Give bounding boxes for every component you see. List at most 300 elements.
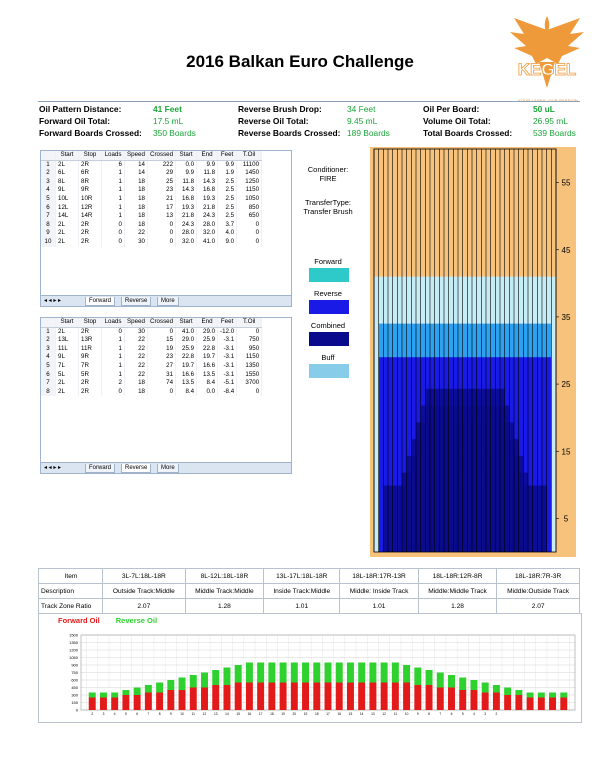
tab-more[interactable]: More — [157, 297, 179, 306]
table-cell: 41.0 — [197, 238, 218, 247]
bar-reverse-oil — [111, 693, 118, 698]
track-zone-header: 3L-7L:18L-18R — [103, 569, 186, 584]
tab-forward[interactable]: Forward — [85, 464, 115, 473]
table-cell: 18 — [125, 388, 148, 397]
table-cell: 0 — [237, 388, 262, 397]
table-cell: 19.7 — [197, 353, 218, 362]
table-row[interactable] — [41, 388, 262, 397]
table-cell: 5 — [41, 362, 56, 371]
y-tick-label: 450 — [71, 685, 78, 690]
table-cell: 2.5 — [218, 212, 237, 221]
y-tick-label: 150 — [71, 700, 78, 705]
y-tick-label: 1500 — [69, 632, 78, 638]
x-tick-label: 9 — [416, 712, 419, 716]
feet-marker: 35 — [561, 312, 571, 322]
x-tick-label: 9 — [169, 712, 172, 716]
summary-value: 50 uL — [533, 104, 555, 114]
x-tick-label: 19 — [281, 712, 285, 716]
table-cell: 2L — [56, 160, 79, 169]
bar-reverse-oil — [369, 663, 376, 683]
column-header[interactable]: T.Oil — [237, 318, 262, 327]
table-cell: 9 — [41, 229, 56, 238]
table-cell: 9.9 — [218, 160, 237, 169]
table-cell: 0 — [237, 238, 262, 247]
column-header[interactable]: Stop — [79, 151, 102, 160]
legend-buff-swatch — [309, 364, 349, 378]
table-cell: 28.0 — [197, 221, 218, 230]
lane-ruler — [556, 149, 576, 552]
bar-reverse-oil — [403, 665, 410, 683]
x-tick-label: 11 — [191, 712, 195, 716]
table-cell: 24.3 — [176, 221, 197, 230]
bar-reverse-oil — [179, 678, 186, 691]
table-cell: 18 — [125, 204, 148, 213]
table-cell: -8.4 — [218, 388, 237, 397]
table-cell: -3.1 — [218, 345, 237, 354]
table-cell: 25.9 — [197, 336, 218, 345]
column-header[interactable]: Crossed — [148, 318, 176, 327]
bar-forward-oil — [223, 685, 230, 710]
table-cell: 1 — [102, 336, 125, 345]
table-cell: 24.3 — [197, 212, 218, 221]
table-row[interactable] — [41, 371, 262, 380]
summary-label: Total Boards Crossed: — [423, 128, 513, 138]
legend-reverse-swatch — [309, 300, 349, 314]
bar-reverse-oil — [493, 685, 500, 693]
bar-forward-oil — [459, 690, 466, 710]
bar-forward-oil — [347, 683, 354, 711]
track-zone-cell: 1.01 — [264, 599, 340, 614]
table-cell: 1 — [102, 362, 125, 371]
summary-label: Reverse Boards Crossed: — [238, 128, 341, 138]
legend-reverse-oil: Reverse Oil — [115, 616, 158, 625]
table-cell: 23 — [148, 186, 176, 195]
table-cell: 1 — [102, 371, 125, 380]
bar-forward-oil — [134, 695, 141, 710]
table-cell: -3.1 — [218, 353, 237, 362]
bar-forward-oil — [549, 698, 556, 711]
legend-combined-swatch — [309, 332, 349, 346]
bar-reverse-oil — [482, 683, 489, 693]
summary-label: Forward Oil Total: — [39, 116, 111, 126]
feet-marker: 55 — [561, 178, 571, 188]
table-cell: 0 — [237, 229, 262, 238]
x-tick-label: 3 — [102, 712, 105, 716]
table-cell: 9L — [56, 186, 79, 195]
column-header[interactable]: Speed — [125, 318, 148, 327]
tab-more[interactable]: More — [157, 464, 179, 473]
bar-reverse-oil — [257, 663, 264, 683]
summary-value: 539 Boards — [533, 128, 576, 138]
x-tick-label: 11 — [393, 712, 398, 716]
x-tick-label: 13 — [213, 712, 218, 716]
forward-loads-grid[interactable] — [40, 150, 292, 307]
column-header[interactable]: End — [197, 151, 218, 160]
x-tick-label: 2 — [91, 712, 94, 716]
column-header[interactable]: Start — [176, 151, 197, 160]
bar-reverse-oil — [291, 663, 298, 683]
bar-forward-oil — [145, 693, 152, 711]
table-cell: 11100 — [237, 160, 262, 169]
bar-forward-oil — [156, 693, 163, 711]
table-cell: 18 — [125, 178, 148, 187]
x-tick-label: 6 — [136, 712, 139, 716]
table-row[interactable] — [41, 229, 262, 238]
table-row[interactable] — [41, 362, 262, 371]
table-row[interactable] — [41, 178, 262, 187]
table-cell: 19.7 — [176, 362, 197, 371]
column-header[interactable]: Feet — [218, 318, 237, 327]
table-cell: 12R — [79, 204, 102, 213]
table-cell: 11L — [56, 345, 79, 354]
table-cell: 0 — [102, 388, 125, 397]
table-cell: 16.6 — [197, 362, 218, 371]
table-cell: 22 — [125, 336, 148, 345]
table-row[interactable] — [41, 345, 262, 354]
bar-reverse-oil — [156, 683, 163, 693]
table-row[interactable] — [41, 221, 262, 230]
track-zone-header: 8L-12L:18L-18R — [185, 569, 263, 584]
track-zone-header: 18L-18R:12R-8R — [418, 569, 496, 584]
table-cell: 30 — [125, 327, 148, 336]
table-cell: 3 — [41, 345, 56, 354]
bar-reverse-oil — [246, 663, 253, 683]
table-cell: 8.4 — [176, 388, 197, 397]
table-cell: 1 — [102, 353, 125, 362]
bar-reverse-oil — [302, 663, 309, 683]
table-cell: 41.0 — [176, 327, 197, 336]
forward-grid-tabbar — [41, 295, 291, 306]
table-cell: 21 — [148, 195, 176, 204]
tab-nav-arrows[interactable]: ◂ ◂ ▸ ▸ — [44, 465, 62, 471]
table-cell: 1150 — [237, 186, 262, 195]
transfer-value: Transfer Brush — [303, 207, 353, 216]
column-header[interactable]: Crossed — [148, 151, 176, 160]
bar-forward-oil — [89, 698, 96, 711]
forward-loads-table — [41, 151, 262, 247]
tab-forward[interactable]: Forward — [85, 297, 115, 306]
table-cell: 1 — [102, 186, 125, 195]
bar-forward-oil — [358, 683, 365, 711]
bar-forward-oil — [437, 688, 444, 711]
table-cell: 22 — [125, 353, 148, 362]
table-cell: 9.9 — [176, 169, 197, 178]
reverse-loads-grid[interactable] — [40, 317, 292, 474]
conditioner-label: Conditioner: — [307, 165, 349, 174]
table-cell: 18 — [125, 195, 148, 204]
table-row[interactable] — [41, 379, 262, 388]
table-cell: 6L — [56, 169, 79, 178]
table-cell: 29.0 — [176, 336, 197, 345]
table-cell: 1 — [102, 169, 125, 178]
bar-reverse-oil — [100, 693, 107, 698]
pattern-summary — [0, 0, 600, 150]
table-cell: 9R — [79, 353, 102, 362]
table-cell: 18 — [125, 186, 148, 195]
tab-nav-arrows[interactable]: ◂ ◂ ▸ ▸ — [44, 298, 62, 304]
bar-reverse-oil — [504, 688, 511, 696]
table-cell: -3.1 — [218, 362, 237, 371]
tab-reverse[interactable]: Reverse — [121, 464, 151, 473]
table-cell: 11R — [79, 345, 102, 354]
legend-forward-swatch — [309, 268, 349, 282]
table-cell: 0 — [148, 229, 176, 238]
table-cell: 4 — [41, 353, 56, 362]
bar-forward-oil — [302, 683, 309, 711]
x-tick-label: 14 — [225, 712, 229, 716]
summary-label: Volume Oil Total: — [423, 116, 491, 126]
table-cell: 2R — [79, 229, 102, 238]
x-tick-label: 12 — [202, 712, 207, 716]
y-tick-label: 1200 — [69, 647, 78, 653]
bar-reverse-oil — [336, 663, 343, 683]
track-zone-header: 18L-18R:7R-3R — [497, 569, 580, 584]
column-header[interactable]: Start — [56, 318, 79, 327]
feet-marker: 5 — [563, 514, 569, 524]
bar-forward-oil — [448, 688, 455, 711]
table-cell: 6 — [41, 371, 56, 380]
table-cell: 16.8 — [197, 186, 218, 195]
x-tick-label: 12 — [382, 712, 386, 716]
column-header[interactable]: Start — [176, 318, 197, 327]
x-tick-label: 17 — [258, 712, 263, 716]
table-cell: 9.9 — [197, 160, 218, 169]
table-cell: 32.0 — [176, 238, 197, 247]
lane-fills — [370, 147, 576, 557]
table-cell: 74 — [148, 379, 176, 388]
column-header[interactable]: T.Oil — [237, 151, 262, 160]
column-header[interactable]: Stop — [79, 318, 102, 327]
table-cell: 17 — [148, 204, 176, 213]
column-header[interactable]: Feet — [218, 151, 237, 160]
bar-reverse-oil — [448, 675, 455, 688]
bar-forward-oil — [100, 698, 107, 711]
bar-forward-oil — [179, 690, 186, 710]
table-cell: 1150 — [237, 353, 262, 362]
table-cell: 750 — [237, 336, 262, 345]
table-cell: 19.3 — [197, 195, 218, 204]
table-cell: -3.1 — [218, 336, 237, 345]
table-cell: 2R — [79, 388, 102, 397]
bar-reverse-oil — [381, 663, 388, 683]
y-tick-label: 300 — [71, 692, 78, 698]
track-zone-cell: Middle:Middle Track — [418, 584, 496, 599]
table-cell: 0 — [102, 327, 125, 336]
table-cell: 9R — [79, 186, 102, 195]
track-zone-cell: 2.07 — [497, 599, 580, 614]
x-tick-label: 16 — [337, 712, 342, 716]
bar-forward-oil — [122, 695, 129, 710]
table-cell: 25.9 — [176, 345, 197, 354]
table-cell: 22.8 — [176, 353, 197, 362]
table-cell: 5R — [79, 371, 102, 380]
bar-forward-oil — [470, 690, 477, 710]
bar-reverse-oil — [145, 685, 152, 693]
table-cell: 14.3 — [197, 178, 218, 187]
summary-value: 17.5 mL — [153, 116, 184, 126]
table-cell: 1 — [41, 160, 56, 169]
table-cell: 22.8 — [197, 345, 218, 354]
table-cell: 14R — [79, 212, 102, 221]
table-cell: 12L — [56, 204, 79, 213]
page-title: 2016 Balkan Euro Challenge — [186, 52, 414, 71]
table-cell: 29 — [148, 169, 176, 178]
table-cell: 1 — [102, 204, 125, 213]
table-cell: 0.0 — [176, 160, 197, 169]
table-row[interactable] — [41, 160, 262, 169]
bar-reverse-oil — [560, 693, 567, 698]
table-cell: 28.0 — [176, 229, 197, 238]
track-zone-cell: Outside Track:Middle — [103, 584, 186, 599]
table-cell: 8 — [41, 388, 56, 397]
table-cell: 2L — [56, 238, 79, 247]
track-zone-cell: Middle Track:Middle — [185, 584, 263, 599]
table-cell: 3.7 — [218, 221, 237, 230]
bar-reverse-oil — [527, 693, 534, 698]
bar-reverse-oil — [459, 678, 466, 691]
tab-reverse[interactable]: Reverse — [121, 297, 151, 306]
table-row[interactable] — [41, 195, 262, 204]
table-cell: 0 — [102, 221, 125, 230]
table-cell: 0 — [148, 388, 176, 397]
table-cell: 850 — [237, 204, 262, 213]
summary-label: Reverse Brush Drop: — [238, 104, 322, 114]
table-cell: -3.1 — [218, 371, 237, 380]
bar-forward-oil — [257, 683, 264, 711]
bar-reverse-oil — [538, 693, 545, 698]
x-tick-label: 16 — [247, 712, 252, 716]
table-row[interactable] — [41, 204, 262, 213]
table-cell: 2.5 — [218, 204, 237, 213]
summary-label: Oil Per Board: — [423, 104, 480, 114]
column-header[interactable]: Loads — [102, 318, 125, 327]
bar-forward-oil — [280, 683, 287, 711]
x-tick-label: 17 — [326, 712, 330, 716]
feet-marker: 25 — [561, 380, 571, 390]
table-cell: 19.3 — [176, 204, 197, 213]
table-row[interactable] — [41, 336, 262, 345]
transfer-label: TransferType: — [305, 198, 351, 207]
table-cell: 2L — [56, 229, 79, 238]
track-zone-cell: 1.01 — [340, 599, 418, 614]
x-tick-label: 15 — [236, 712, 240, 716]
column-header[interactable]: End — [197, 318, 218, 327]
x-tick-label: 20 — [292, 712, 297, 716]
legend-forward-label: Forward — [314, 257, 342, 266]
table-cell: 22 — [125, 229, 148, 238]
table-row[interactable] — [41, 353, 262, 362]
x-tick-label: 15 — [348, 712, 353, 716]
track-zone-cell: Middle:Outside Track — [497, 584, 580, 599]
bar-forward-oil — [246, 683, 253, 711]
bar-reverse-oil — [470, 680, 477, 690]
bar-reverse-oil — [325, 663, 332, 683]
table-cell: 0.0 — [197, 388, 218, 397]
track-zone-cell: Inside Track:Middle — [264, 584, 340, 599]
bar-forward-oil — [515, 695, 522, 710]
summary-value: 189 Boards — [347, 128, 390, 138]
bar-forward-oil — [392, 683, 399, 711]
table-cell: 29.0 — [197, 327, 218, 336]
table-row[interactable] — [41, 212, 262, 221]
table-cell: 0 — [148, 238, 176, 247]
header-divider — [38, 101, 580, 102]
table-cell: 2L — [56, 221, 79, 230]
table-row[interactable] — [41, 327, 262, 336]
x-tick-label: 13 — [371, 712, 375, 716]
table-cell: 14L — [56, 212, 79, 221]
table-cell: 2.5 — [218, 195, 237, 204]
table-cell: 0 — [237, 221, 262, 230]
summary-label: Reverse Oil Total: — [238, 116, 309, 126]
bar-forward-oil — [527, 698, 534, 711]
table-cell: -12.0 — [218, 327, 237, 336]
track-zone-cell: Track Zone Ratio — [39, 599, 103, 614]
column-header[interactable]: Start — [56, 151, 79, 160]
table-cell: 0 — [102, 229, 125, 238]
table-cell: 13L — [56, 336, 79, 345]
table-cell: 2.5 — [218, 186, 237, 195]
table-cell: 2L — [56, 379, 79, 388]
color-legend — [290, 253, 366, 383]
table-cell: 22 — [125, 371, 148, 380]
bar-forward-oil — [313, 683, 320, 711]
bar-reverse-oil — [437, 673, 444, 688]
bar-reverse-oil — [190, 675, 197, 688]
conditioner-info — [290, 165, 366, 183]
table-cell: 14 — [125, 160, 148, 169]
y-tick-label: 750 — [71, 670, 78, 675]
table-cell: 10 — [41, 238, 56, 247]
track-zone-table — [38, 568, 580, 613]
table-cell: 222 — [148, 160, 176, 169]
track-zone-header: Item — [39, 569, 103, 584]
table-cell: 16.6 — [176, 371, 197, 380]
table-row[interactable] — [41, 238, 262, 247]
table-row[interactable] — [41, 169, 262, 178]
bar-reverse-oil — [223, 668, 230, 686]
track-zone-row — [39, 584, 580, 599]
table-cell: 15 — [148, 336, 176, 345]
table-cell: 7 — [41, 379, 56, 388]
feet-marker: 45 — [561, 245, 571, 255]
bar-reverse-oil — [122, 690, 129, 695]
summary-value: 34 Feet — [347, 104, 376, 114]
bar-forward-oil — [190, 688, 197, 711]
column-header[interactable]: Speed — [125, 151, 148, 160]
table-cell: 21.8 — [176, 212, 197, 221]
bar-forward-oil — [369, 683, 376, 711]
table-cell: 2 — [41, 336, 56, 345]
table-cell: 18 — [125, 212, 148, 221]
y-tick-label: 900 — [71, 662, 78, 668]
bar-reverse-oil — [549, 693, 556, 698]
table-cell: 16.8 — [176, 195, 197, 204]
x-tick-label: 7 — [147, 712, 150, 716]
bar-forward-oil — [291, 683, 298, 711]
table-cell: 6 — [41, 204, 56, 213]
x-tick-label: 5 — [461, 712, 464, 716]
table-row[interactable] — [41, 186, 262, 195]
bar-forward-oil — [426, 685, 433, 710]
table-cell: 31 — [148, 371, 176, 380]
table-cell: 6 — [102, 160, 125, 169]
summary-value: 26.95 mL — [533, 116, 568, 126]
table-cell: 13 — [148, 212, 176, 221]
track-zone-header: 18L-18R:17R-13R — [340, 569, 418, 584]
bar-forward-oil — [493, 693, 500, 711]
column-header[interactable]: Loads — [102, 151, 125, 160]
